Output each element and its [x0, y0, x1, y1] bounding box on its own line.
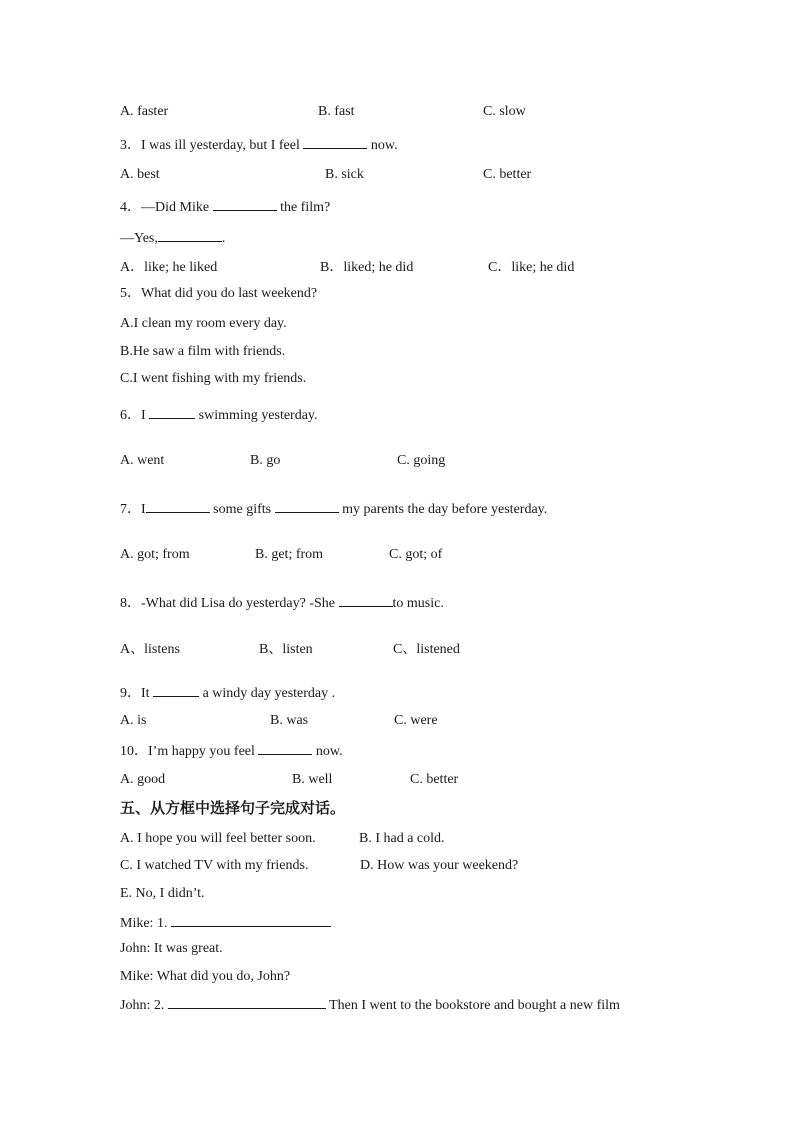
answer-blank[interactable]: [258, 741, 312, 755]
q7-option-b: B. get; from: [255, 547, 324, 562]
q7-stem: 7．I some gifts my parents the day before yesterday.: [120, 499, 547, 519]
q4-reply: —Yes, .: [120, 228, 225, 248]
q6-option-b: B. go: [250, 453, 281, 468]
q8-stem: 8．-What did Lisa do yesterday? -She to music.: [120, 593, 444, 613]
q9-option-a: A. is: [120, 713, 147, 728]
q5-stem: 5．What did you do last weekend?: [120, 286, 318, 301]
q10-stem: 10．I’m happy you feel now.: [120, 741, 343, 761]
q6-stem: 6．I swimming yesterday.: [120, 405, 318, 425]
q7-option-c: C. got; of: [389, 547, 443, 562]
q4-stem: 4．—Did Mike the film?: [120, 197, 330, 217]
q8-option-c: C、listened: [393, 642, 460, 657]
answer-blank[interactable]: [158, 228, 222, 242]
q2-option-a: A. faster: [120, 104, 169, 119]
q8-option-a: A、listens: [120, 642, 180, 657]
q7-option-a: A. got; from: [120, 547, 190, 562]
choice-b: B. I had a cold.: [359, 831, 445, 846]
q4-option-c: C．like; he did: [488, 260, 575, 275]
q5-option-a: A.I clean my room every day.: [120, 316, 287, 331]
q3-option-a: A. best: [120, 167, 160, 182]
q9-option-c: C. were: [394, 713, 438, 728]
q3-option-c: C. better: [483, 167, 532, 182]
q4-option-a: A．like; he liked: [120, 260, 218, 275]
answer-blank[interactable]: [146, 499, 210, 513]
choice-a: A. I hope you will feel better soon.: [120, 831, 316, 846]
q2-option-c: C. slow: [483, 104, 526, 119]
q4-option-b: B．liked; he did: [320, 260, 414, 275]
choice-d: D. How was your weekend?: [360, 858, 519, 873]
q5-option-b: B.He saw a film with friends.: [120, 344, 286, 359]
section-5-title: 五、从方框中选择句子完成对话。: [120, 799, 346, 817]
q9-option-b: B. was: [270, 713, 309, 728]
answer-blank[interactable]: [213, 197, 277, 211]
dialog-line-1: Mike: 1.: [120, 913, 331, 933]
answer-blank[interactable]: [171, 913, 331, 927]
q10-option-c: C. better: [410, 772, 459, 787]
q3-stem: 3．I was ill yesterday, but I feel now.: [120, 135, 398, 155]
answer-blank[interactable]: [339, 593, 393, 607]
q5-option-c: C.I went fishing with my friends.: [120, 371, 307, 386]
q8-option-b: B、listen: [259, 642, 313, 657]
dialog-line-3: Mike: What did you do, John?: [120, 969, 291, 984]
q6-option-c: C. going: [397, 453, 446, 468]
q2-option-b: B. fast: [318, 104, 355, 119]
answer-blank[interactable]: [149, 405, 195, 419]
q6-option-a: A. went: [120, 453, 165, 468]
choice-c: C. I watched TV with my friends.: [120, 858, 309, 873]
answer-blank[interactable]: [303, 135, 367, 149]
q10-option-b: B. well: [292, 772, 333, 787]
q10-option-a: A. good: [120, 772, 166, 787]
answer-blank[interactable]: [153, 683, 199, 697]
choice-e: E. No, I didn’t.: [120, 886, 205, 901]
dialog-line-2: John: It was great.: [120, 941, 223, 956]
dialog-line-4: John: 2. Then I went to the bookstore and bought a new film: [120, 995, 620, 1015]
q3-option-b: B. sick: [325, 167, 364, 182]
q9-stem: 9．It a windy day yesterday .: [120, 683, 335, 703]
answer-blank[interactable]: [275, 499, 339, 513]
answer-blank[interactable]: [168, 995, 326, 1009]
